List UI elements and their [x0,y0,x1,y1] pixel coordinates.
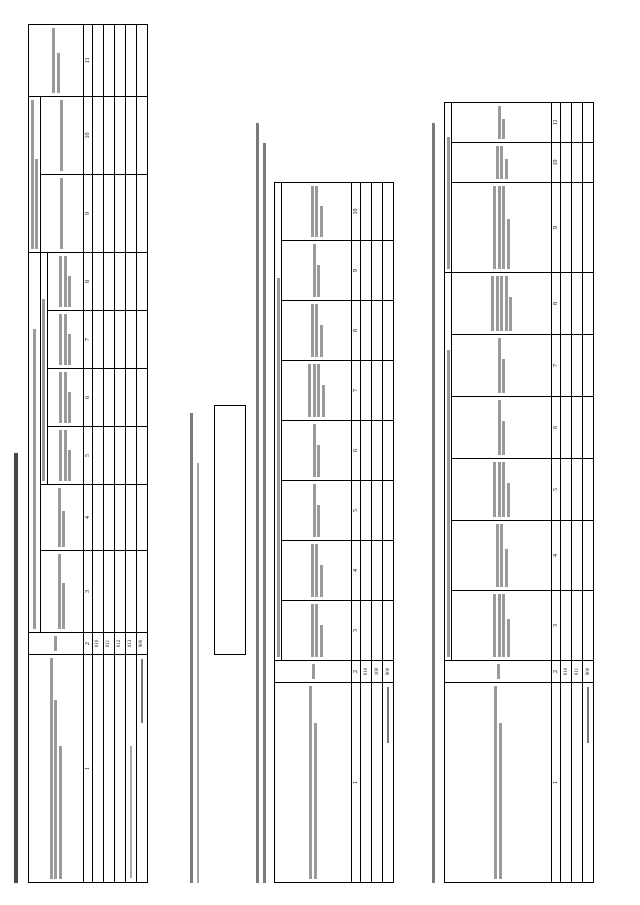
t1-colnum: 11 [83,24,92,96]
t1-colnum: 5 [83,427,92,485]
t1-header-leaf-1 [47,427,83,485]
t2-header-leaf-8 [282,183,352,241]
t2-colnum: 3 [352,601,361,661]
t2-colnum: 4 [352,541,361,601]
section-heading [190,413,193,883]
table-row [583,102,594,882]
table-row [92,24,103,882]
t1-row-label [114,655,125,883]
t2-colnum: 1 [352,683,361,883]
t1-header-year-group [29,252,41,632]
t3-row-label [572,683,583,883]
table-row [114,24,125,882]
table-2 [274,182,394,883]
t2-row-code: 100 [372,661,383,683]
t3-colnum: 2 [552,661,561,683]
t2-header-leaf-2 [282,541,352,601]
t2-header-leaf-7 [282,241,352,301]
table-row [561,102,572,882]
t1-header-sub-a [40,551,83,633]
t1-header-sub-e [40,96,83,174]
section-heading [263,143,266,883]
t3-colnum: 7 [552,335,561,397]
t2-row-label [361,683,372,883]
formula-box [214,405,246,655]
table-row [136,24,147,882]
t1-row-code: 012 [114,633,125,655]
t1-row-label [92,655,103,883]
t3-header-leaf-8 [452,142,552,182]
t1-colnum: 8 [83,252,92,310]
t2-colnum: 10 [352,183,361,241]
t1-header-sub-d [40,174,83,252]
t2-colnum: 5 [352,481,361,541]
t2-colnum: 7 [352,361,361,421]
t2-colnum: 8 [352,301,361,361]
t3-row-label [561,683,572,883]
table-row [361,183,372,883]
t2-header-leaf-3 [282,481,352,541]
t3-colnum: 10 [552,142,561,182]
t3-colnum: 5 [552,459,561,521]
t3-header-leaf-3 [452,459,552,521]
t3-header-code [445,661,552,683]
t2-header-leaf-6 [282,301,352,361]
t1-colnum: 7 [83,311,92,369]
t1-header-leaf-3 [47,311,83,369]
t3-row-label-total [583,683,594,883]
table-row [103,24,114,882]
section-heading [256,123,259,883]
t1-row-code: 010 [92,633,103,655]
t2-header-leaf-4 [282,421,352,481]
t3-colnum: 11 [552,102,561,142]
t3-colnum: 4 [552,521,561,591]
t3-header-leaf-7 [452,182,552,272]
t2-header-leaf-1 [282,601,352,661]
t1-header-plan-year [29,96,41,252]
t1-colnum: 10 [83,96,92,174]
t3-header-group-a [445,272,452,660]
t2-colnum: 6 [352,421,361,481]
t3-header-leaf-9 [452,102,552,142]
t3-header-leaf-5 [452,335,552,397]
t1-row-code: 013 [125,633,136,655]
section-subheading [197,463,199,883]
t3-header-leaf-4 [452,397,552,459]
section-heading [432,123,435,883]
t1-colnum: 1 [83,655,92,883]
table-1 [28,24,148,883]
t3-colnum: 8 [552,272,561,334]
t1-header-sub-c [40,252,47,484]
table-row [125,24,136,882]
t3-row-code: 011 [572,661,583,683]
section-heading [14,453,18,883]
t1-row-label-total [136,655,147,883]
t2-header-leaf-5 [282,361,352,421]
t2-row-code: 900 [383,661,394,683]
table-3 [444,102,594,883]
t1-colnum: 6 [83,369,92,427]
t3-header-leaf-1 [452,591,552,661]
t3-header-name [445,683,552,883]
table-row [383,183,394,883]
t2-header-code [275,661,352,683]
t3-header-group-b [445,102,452,272]
t1-column-numbers [83,24,92,882]
t2-header-group [275,183,282,661]
t1-header-leaf-2 [47,369,83,427]
t1-colnum: 9 [83,174,92,252]
t3-row-code: 900 [583,661,594,683]
t3-colnum: 1 [552,683,561,883]
t3-row-code: 010 [561,661,572,683]
t1-header-code [29,633,84,655]
table-row [372,183,383,883]
t3-column-numbers [552,102,561,882]
t1-row-label [125,655,136,883]
t1-header-plan-year-2 [29,24,84,96]
t1-header-name [29,655,84,883]
t2-row-code: 010 [361,661,372,683]
t1-colnum: 4 [83,485,92,551]
t3-colnum: 6 [552,397,561,459]
t3-header-leaf-6 [452,272,552,334]
t3-colnum: 9 [552,182,561,272]
t2-colnum: 2 [352,661,361,683]
t1-header-sub-b [40,485,83,551]
t1-row-code: 900 [136,633,147,655]
t2-row-label-total [383,683,394,883]
t3-header-leaf-2 [452,521,552,591]
t1-row-code: 011 [103,633,114,655]
t2-header-name [275,683,352,883]
table-row [572,102,583,882]
t3-colnum: 3 [552,591,561,661]
t2-row-label [372,683,383,883]
t1-header-leaf-4 [47,252,83,310]
t1-colnum: 3 [83,551,92,633]
t2-colnum: 9 [352,241,361,301]
t1-row-label [103,655,114,883]
t1-colnum: 2 [83,633,92,655]
t2-column-numbers [352,183,361,883]
